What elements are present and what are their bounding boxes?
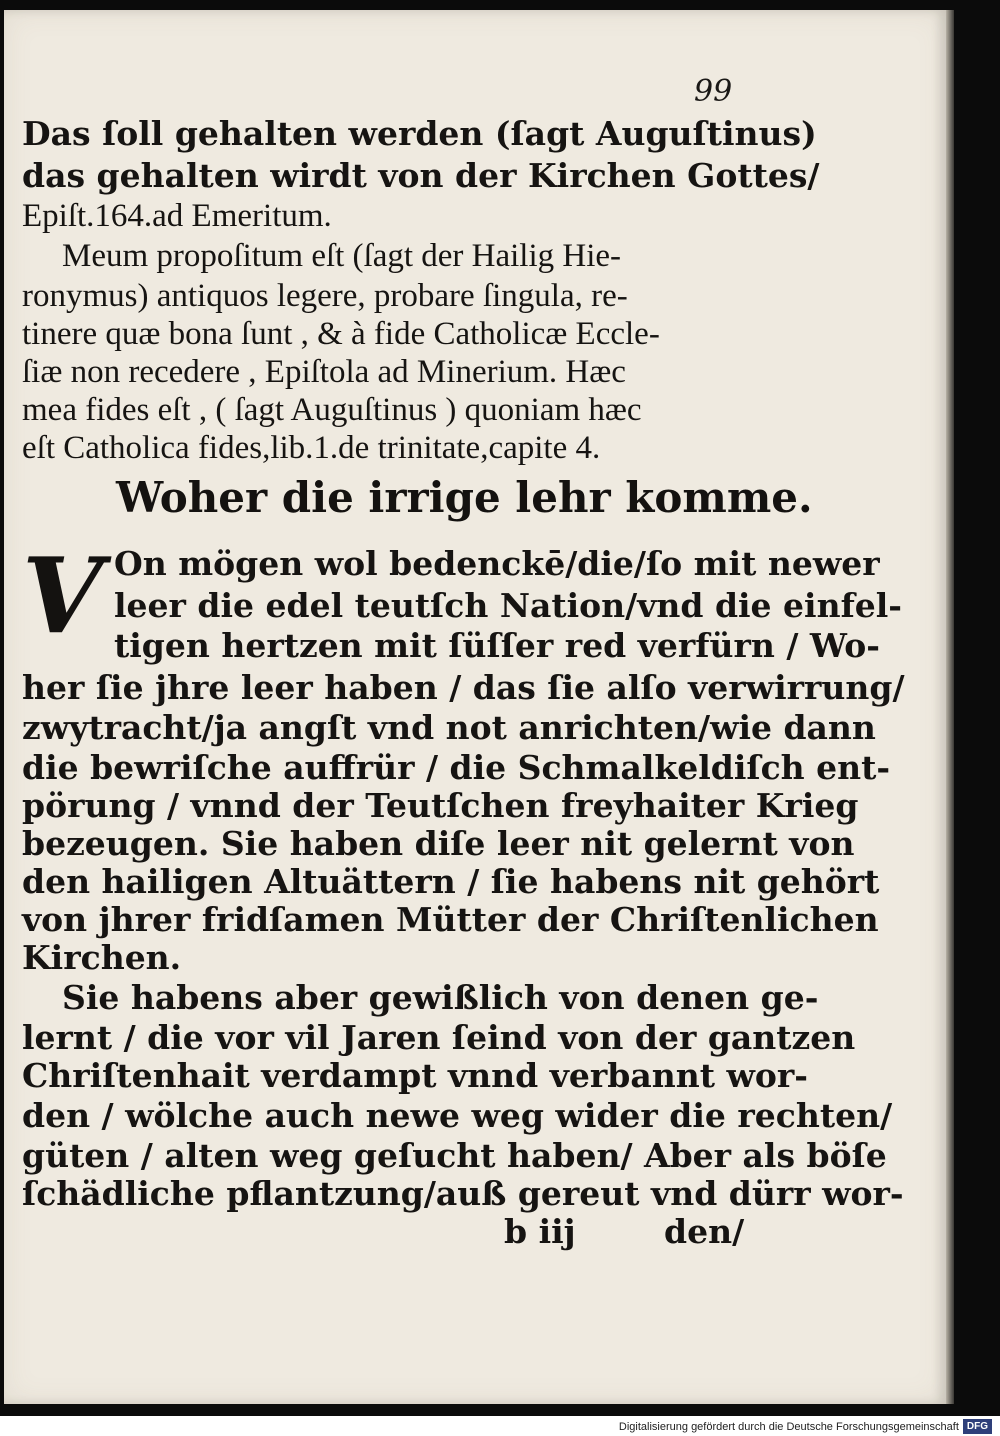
- text-line: ronymus) antiquos legere, probare ſingula, re-: [22, 278, 628, 314]
- folio-number: 99: [694, 74, 733, 109]
- text-line: mea fides eſt , ( ſagt Auguſtinus ) quoniam hæc: [22, 392, 642, 428]
- text-line: von jhrer fridſamen Mütter der Chriſtenlichen: [22, 900, 879, 939]
- text-line: Kirchen.: [22, 938, 182, 977]
- text-line: Epiſt.164.ad Emeritum.: [22, 198, 332, 234]
- text-line: Chriſtenhait verdampt vnnd verbannt wor-: [22, 1056, 808, 1095]
- catchword: den/: [664, 1212, 745, 1251]
- text-line: pörung / vnnd der Teutſchen freyhaiter Krieg: [22, 786, 859, 825]
- text-line: das gehalten wirdt von der Kirchen Gottes/: [22, 156, 820, 195]
- digitization-footer: [619, 1419, 992, 1434]
- text-line: leer die edel teutſch Nation/vnd die einfel-: [114, 586, 902, 625]
- book-page: [4, 10, 946, 1404]
- text-line: zwytracht/ja angſt vnd not anrichten/wie dann: [22, 708, 876, 747]
- text-line: Meum propoſitum eſt (ſagt der Hailig Hie-: [62, 238, 622, 274]
- text-line: ſiæ non recedere , Epiſtola ad Minerium. Hæc: [22, 354, 626, 390]
- text-line: Sie habens aber gewißlich von denen ge-: [62, 978, 819, 1017]
- text-line: güten / alten weg geſucht haben/ Aber als böſe: [22, 1136, 887, 1175]
- text-line: tinere quæ bona ſunt , & à fide Catholicæ Eccle-: [22, 316, 660, 352]
- dfg-logo: DFG: [963, 1419, 992, 1434]
- text-line: her ſie jhre leer haben / das ſie alſo verwirrung/: [22, 668, 905, 707]
- page-gutter-shadow: [946, 10, 954, 1404]
- text-line: ſchädliche pflantzung/auß gereut vnd dürr wor-: [22, 1174, 904, 1213]
- text-line: Das ſoll gehalten werden (ſagt Auguſtinus): [22, 114, 817, 153]
- text-line: den hailigen Altuättern / ſie habens nit gehört: [22, 862, 880, 901]
- text-line: tigen hertzen mit ſüſſer red verfürn / Wo-: [114, 626, 880, 665]
- text-line: On mögen wol bedenckē/die/ſo mit newer: [114, 544, 880, 583]
- text-line: lernt / die vor vil Jaren ſeind von der gantzen: [22, 1018, 856, 1057]
- footer-credit-text: Digitalisierung gefördert durch die Deutsche Forschungsgemeinschaft: [618, 1420, 959, 1433]
- text-line: den / wölche auch newe weg wider die rechten/: [22, 1096, 893, 1135]
- text-line: eſt Catholica fides,lib.1.de trinitate,capite 4.: [22, 430, 601, 466]
- section-heading: Woher die irrige lehr komme.: [116, 473, 813, 522]
- text-line: bezeugen. Sie haben diſe leer nit gelernt von: [22, 824, 855, 863]
- text-line: die bewriſche auffrür / die Schmalkeldiſch ent-: [22, 748, 891, 787]
- decorated-initial: V: [22, 534, 103, 657]
- signature-mark: b iij: [504, 1212, 576, 1251]
